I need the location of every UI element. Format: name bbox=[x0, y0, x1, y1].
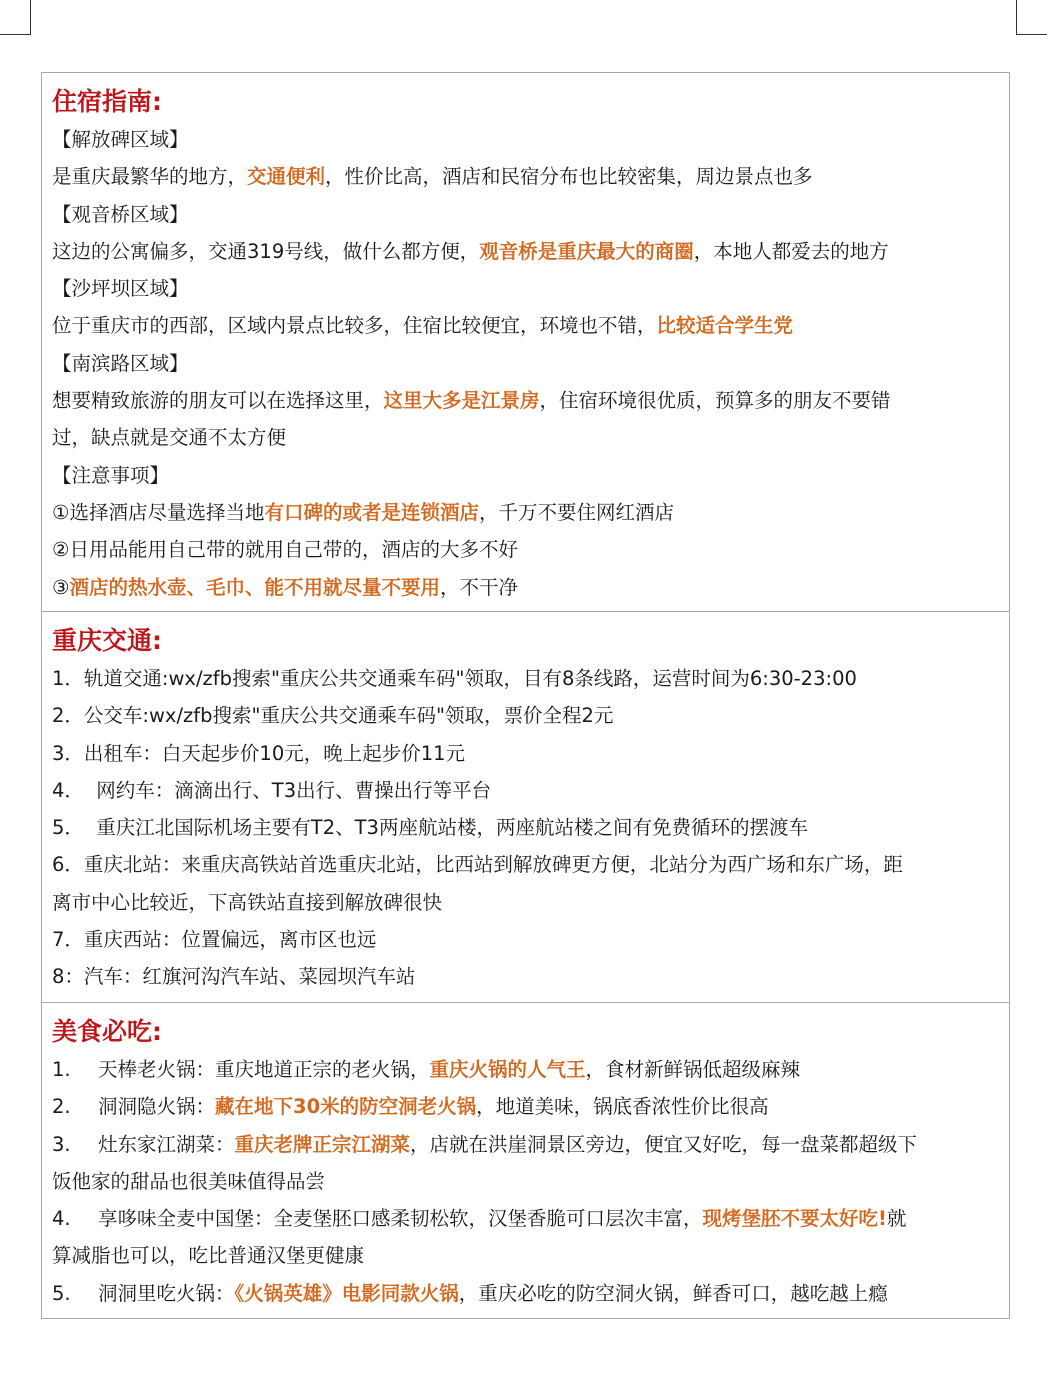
highlight-text: 《火锅英雄》电影同款火锅 bbox=[234, 1281, 459, 1305]
transport-title: 重庆交通: bbox=[52, 626, 162, 655]
area-head: 【南滨路区域】 bbox=[52, 351, 189, 375]
text: 享哆味全麦中国堡：全麦堡胚口感柔韧松软，汉堡香脆可口层次丰富， bbox=[98, 1207, 703, 1231]
text: ，住宿环境很优质，预算多的朋友不要错 bbox=[539, 389, 891, 413]
lodging-section bbox=[41, 72, 1010, 612]
text: ，本地人都爱去的地方 bbox=[693, 239, 889, 263]
text: 是重庆最繁华的地方， bbox=[52, 165, 248, 189]
area-desc bbox=[52, 307, 999, 344]
text: ③ bbox=[52, 575, 70, 599]
food-item bbox=[52, 1275, 999, 1312]
notes-head: 【注意事项】 bbox=[52, 463, 170, 487]
note-item bbox=[52, 531, 999, 568]
text: ，食材新鲜锅低超级麻辣 bbox=[585, 1058, 801, 1081]
food-item bbox=[52, 1088, 999, 1125]
highlight-text: 交通便利 bbox=[247, 165, 326, 189]
text: 洞洞隐火锅： bbox=[98, 1095, 216, 1119]
highlight-text: 重庆火锅的人气王 bbox=[429, 1058, 586, 1081]
area-desc-cont: 过，缺点就是交通不太方便 bbox=[52, 426, 287, 450]
text: 就 bbox=[886, 1207, 907, 1231]
transport-item: 1．轨道交通:wx/zfb搜索"重庆公共交通乘车码"领取，目有8条线路，运营时间为6:30-23:00 bbox=[52, 667, 857, 690]
text: 这边的公寓偏多，交通319号线，做什么都方便， bbox=[52, 239, 480, 263]
lodging-title: 住宿指南: bbox=[52, 87, 162, 116]
text: ，不干净 bbox=[440, 575, 519, 599]
highlight-text: 重庆老牌正宗江湖菜 bbox=[234, 1132, 411, 1156]
transport-item: 4． 网约车：滴滴出行、T3出行、曹操出行等平台 bbox=[52, 778, 492, 802]
area-desc bbox=[52, 158, 999, 195]
text: 洞洞里吃火锅： bbox=[98, 1281, 235, 1305]
food-item bbox=[52, 1126, 999, 1163]
transport-item-cont: 离市中心比较近，下高铁站直接到解放碑很快 bbox=[52, 890, 443, 914]
transport-item: 6．重庆北站：来重庆高铁站首选重庆北站，比西站到解放碑更方便，北站分为西广场和东广场，距 bbox=[52, 853, 903, 877]
text: 想要精致旅游的朋友可以在选择这里， bbox=[52, 389, 384, 413]
highlight-text: 藏在地下30米的防空洞老火锅 bbox=[215, 1095, 477, 1119]
food-item bbox=[52, 1051, 999, 1088]
note-item bbox=[52, 494, 999, 531]
food-title: 美食必吃: bbox=[52, 1017, 162, 1046]
note-item bbox=[52, 569, 999, 606]
text: ②日用品能用自己带的就用自己带的，酒店的大多不好 bbox=[52, 538, 518, 562]
item-number: 2. bbox=[52, 1095, 71, 1119]
text: ，千万不要住网红酒店 bbox=[479, 500, 675, 524]
food-item bbox=[52, 1200, 999, 1237]
text: 位于重庆市的西部，区域内景点比较多，住宿比较便宜，环境也不错， bbox=[52, 314, 657, 338]
highlight-text: 观音桥是重庆最大的商圈 bbox=[479, 239, 694, 263]
crop-mark-top-left bbox=[0, 0, 31, 35]
text: 天棒老火锅：重庆地道正宗的老火锅， bbox=[98, 1058, 430, 1081]
text: ，店就在洪崖洞景区旁边，便宜又好吃，每一盘菜都超级下 bbox=[410, 1132, 918, 1156]
text: ，性价比高，酒店和民宿分布也比较密集，周边景点也多 bbox=[325, 165, 813, 189]
food-item-cont: 算减脂也可以，吃比普通汉堡更健康 bbox=[52, 1244, 365, 1268]
highlight-text: 现烤堡胚不要太好吃! bbox=[702, 1207, 887, 1231]
transport-item: 2．公交车:wx/zfb搜索"重庆公共交通乘车码"领取，票价全程2元 bbox=[52, 704, 614, 728]
item-number: 1. bbox=[52, 1058, 71, 1081]
food-item-cont: 饭他家的甜品也很美味值得品尝 bbox=[52, 1169, 326, 1193]
item-number: 4. bbox=[52, 1207, 71, 1231]
food-section bbox=[41, 1002, 1010, 1319]
highlight-text: 比较适合学生党 bbox=[656, 314, 794, 338]
transport-item: 3．出租车：白天起步价10元，晚上起步价11元 bbox=[52, 741, 466, 765]
item-number: 3. bbox=[52, 1132, 71, 1156]
area-head: 【观音桥区域】 bbox=[52, 202, 189, 226]
transport-item: 5． 重庆江北国际机场主要有T2、T3两座航站楼，两座航站楼之间有免费循环的摆渡车 bbox=[52, 816, 808, 840]
highlight-text: 有口碑的或者是连锁酒店 bbox=[264, 500, 479, 524]
transport-item: 8：汽车：红旗河沟汽车站、菜园坝汽车站 bbox=[52, 965, 416, 989]
area-desc bbox=[52, 382, 999, 419]
area-desc bbox=[52, 233, 999, 270]
text: 灶东家江湖菜： bbox=[98, 1132, 235, 1156]
area-head: 【沙坪坝区域】 bbox=[52, 277, 189, 301]
crop-mark-top-right bbox=[1016, 0, 1047, 35]
area-head: 【解放碑区域】 bbox=[52, 128, 189, 151]
highlight-text: 这里大多是江景房 bbox=[383, 389, 540, 413]
highlight-text: 酒店的热水壶、毛巾、能不用就尽量不要用 bbox=[69, 575, 440, 599]
transport-item: 7．重庆西站：位置偏远，离市区也远 bbox=[52, 928, 377, 952]
transport-section bbox=[41, 611, 1010, 1003]
text: ①选择酒店尽量选择当地 bbox=[52, 500, 265, 524]
item-number: 5. bbox=[52, 1281, 71, 1305]
text: ，地道美味，锅底香浓性价比很高 bbox=[476, 1095, 769, 1119]
text: ，重庆必吃的防空洞火锅，鲜香可口，越吃越上瘾 bbox=[458, 1281, 888, 1305]
